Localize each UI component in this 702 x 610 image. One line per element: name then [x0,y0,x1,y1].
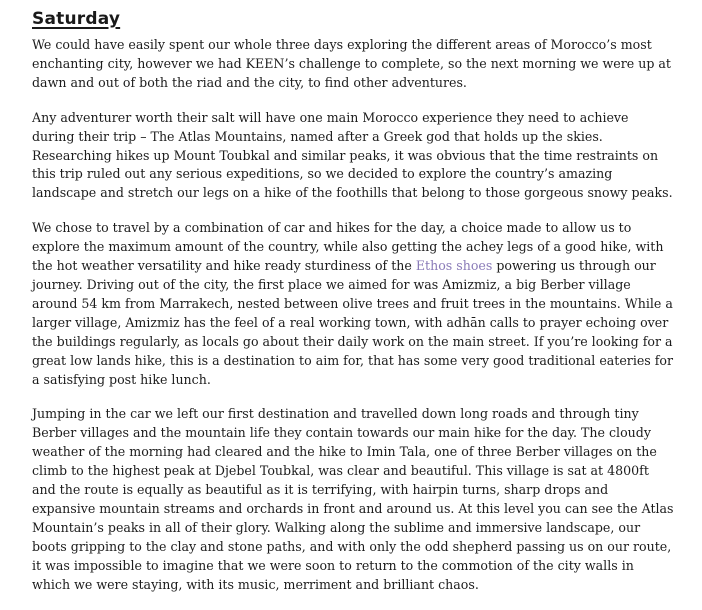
paragraph-1: We could have easily spent our whole three days exploring the different areas of Morocco’s most enchanting city, however we had KEEN’s challenge to complete, so the next morning we were up at dawn and out of both the riad and the city, to find other adventures. [32,37,671,90]
ethos-shoes-link[interactable]: Ethos shoes [415,258,493,274]
paragraph-2: Any adventurer worth their salt will have one main Morocco experience they need to achieve during their trip – The Atlas Mountains, named after a Greek god that holds up the skies. Researching hikes up Mount Toubkal and similar peaks, it was obvious that the time restraints on this trip ruled out any serious expeditions, so we decided to explore the country’s amazing landscape and stretch our legs on a hike of the foothills that belong to those gorgeous snowy peaks. [32,109,673,201]
section-heading: Saturday [32,9,121,29]
article-body [32,8,674,610]
paragraph-4: Jumping in the car we left our first destination and travelled down long roads and through tiny Berber villages and the mountain life they contain towards our main hike for the day. The cloudy weather of the morning had cleared and the hike to Imin Tala, one of three Berber villages on the climb to the highest peak at Djebel Toubkal, was clear and beautiful. This village is sat at 4800ft and the route is equally as beautiful as it is terrifying, with hairpin turns, sharp drops and expansive mountain streams and orchards in front and around us. At this level you can see the Atlas Mountain’s peaks in all of their glory. Walking along the sublime and immersive landscape, our boots gripping to the clay and stone paths, and with only the odd shepherd passing us on our route, it was impossible to imagine that we were soon to return to the commotion of the city walls in which we were staying, with its music, merriment and brilliant chaos. [32,406,674,592]
paragraph-3 [32,219,674,389]
paragraph-3-text-before-link: We chose to travel by a combination of car and hikes for the day, a choice made to allow us to explore the maximum amount of the country, while also getting the achey legs of a good hike, with the hot weather versatility and hike ready sturdiness of the [32,220,664,274]
paragraph-3-text-after-link: powering us through our journey. Driving out of the city, the first place we aimed for was Amizmiz, a big Berber village around 54 km from Marrakech, nested between olive trees and fruit trees in the mountains. While a larger village, Amizmiz has the feel of a real working town, with adhān calls to prayer echoing over the buildings regularly, as locals go about their daily work on the main street. If you’re looking for a great low lands hike, this is a destination to aim for, that has some very good traditional eateries for a satisfying post hike lunch. [32,258,674,387]
